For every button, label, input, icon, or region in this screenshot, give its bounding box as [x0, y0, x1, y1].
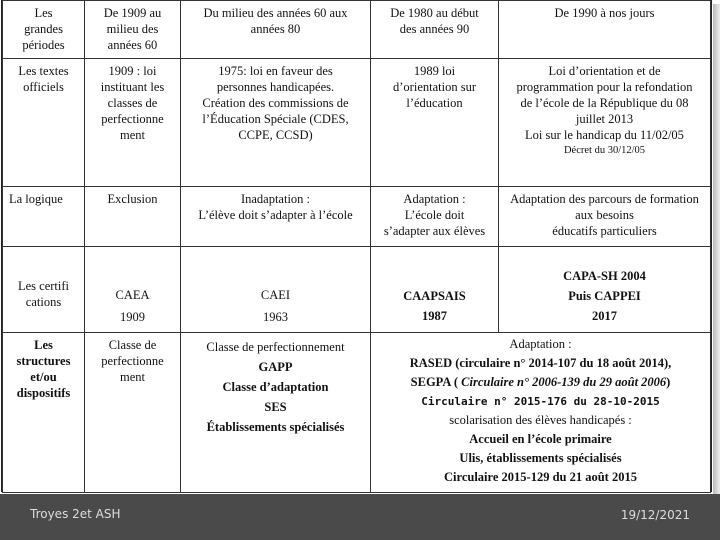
row-certifications	[3, 247, 711, 333]
label-structures: Les structures et/ou dispositifs	[3, 333, 85, 493]
header-periods: Les grandes périodes	[3, 1, 85, 59]
header-1990: De 1990 à nos jours	[499, 1, 711, 59]
header-row	[3, 1, 711, 59]
history-table	[2, 0, 711, 493]
footer-left-text: Troyes 2et ASH	[30, 507, 121, 521]
textes-2013: Loi d’orientation et de programmation pour la refondation de l’école de la République du 08 juillet 2013 Loi sur le handicap du 11/02/05 Décret du 30/12/05	[499, 59, 711, 187]
certif-2004: CAPA-SH 2004 Puis CAPPEI 2017	[499, 247, 711, 333]
segpa-line: SEGPA ( Circulaire n° 2006-139 du 29 août 2006)	[410, 375, 671, 389]
row-textes	[3, 59, 711, 187]
row-structures	[3, 333, 711, 493]
structures-1960s: Classe de perfectionnement GAPP Classe d’adaptation SES Établissements spécialisés	[181, 333, 371, 493]
header-1909: De 1909 au milieu des années 60	[85, 1, 181, 59]
header-1980: De 1980 au début des années 90	[371, 1, 499, 59]
certif-1909: CAEA 1909	[85, 247, 181, 333]
textes-1989: 1989 loi d’orientation sur l’éducation	[371, 59, 499, 187]
textes-1909: 1909 : loi instituant les classes de perfectionne ment	[85, 59, 181, 187]
certif-1987: CAAPSAIS 1987	[371, 247, 499, 333]
structures-1909: Classe de perfectionne ment	[85, 333, 181, 493]
header-1960s: Du milieu des années 60 aux années 80	[181, 1, 371, 59]
label-textes: Les textes officiels	[3, 59, 85, 187]
frame-shadow	[713, 4, 720, 494]
label-logique: La logique	[3, 187, 85, 247]
logique-1960s: Inadaptation : L’élève doit s’adapter à l’école	[181, 187, 371, 247]
logique-1980: Adaptation : L’école doit s’adapter aux élèves	[371, 187, 499, 247]
label-certifications: Les certifi cations	[3, 247, 85, 333]
certif-1963: CAEI 1963	[181, 247, 371, 333]
logique-1990: Adaptation des parcours de formation aux besoins éducatifs particuliers	[499, 187, 711, 247]
textes-1975: 1975: loi en faveur des personnes handicapées. Création des commissions de l’Éducation Spéciale (CDES, CCPE, CCSD)	[181, 59, 371, 187]
footer-date: 19/12/2021	[620, 508, 690, 522]
row-logique	[3, 187, 711, 247]
footer-bar	[0, 494, 720, 540]
structures-1980-today: Adaptation : RASED (circulaire n° 2014-107 du 18 août 2014), SEGPA ( Circulaire n° 2006-139 du 29 août 2006) Circulaire n° 2015-176 du 28-10-2015 scolarisation des élèves handicapés : Accueil en l’école primaire Ulis, établissements spécialisés Circulaire 2015-129 du 21 août 2015	[371, 333, 711, 493]
logique-1909: Exclusion	[85, 187, 181, 247]
